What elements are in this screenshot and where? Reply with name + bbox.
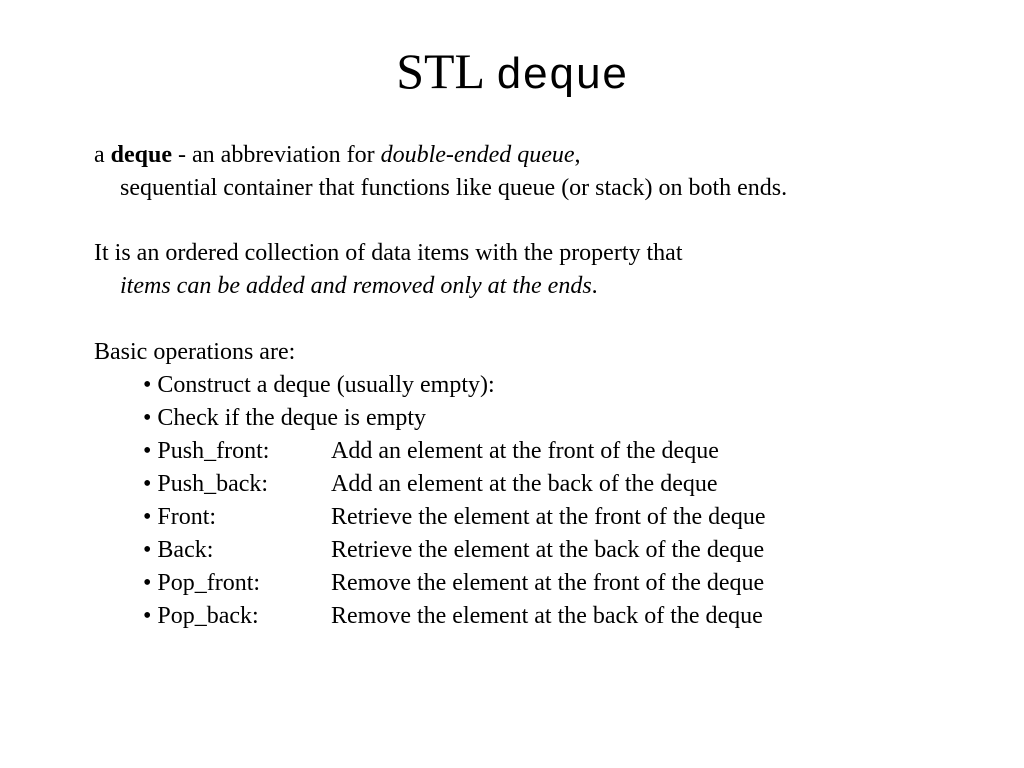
operation-desc: Add an element at the front of the deque bbox=[331, 438, 719, 464]
definition-line-1 bbox=[94, 139, 581, 172]
bullet-icon: • bbox=[143, 603, 152, 629]
operations-heading: Basic operations are: bbox=[94, 339, 296, 365]
operation-row bbox=[143, 501, 765, 534]
definition-middle: - an abbreviation for bbox=[172, 142, 381, 168]
slide-title bbox=[0, 36, 1024, 112]
operation-name: Pop_front: bbox=[157, 570, 261, 596]
list-item-text: Construct a deque (usually empty): bbox=[157, 372, 495, 398]
operation-row bbox=[143, 534, 764, 567]
definition-comma: , bbox=[574, 142, 581, 168]
operation-row bbox=[143, 468, 718, 501]
property-line-2 bbox=[120, 270, 598, 303]
property-emphasis: items can be added and removed only at the ends bbox=[120, 273, 592, 299]
operation-name: Pop_back: bbox=[157, 603, 259, 629]
list-item bbox=[143, 369, 495, 402]
operation-name: Push_front: bbox=[157, 438, 270, 464]
operation-name: Push_back: bbox=[157, 471, 269, 497]
definition-article: a bbox=[94, 142, 105, 168]
title-prefix: STL bbox=[396, 43, 484, 99]
title-code: deque bbox=[495, 52, 628, 102]
bullet-icon: • bbox=[143, 372, 152, 398]
bullet-icon: • bbox=[143, 471, 152, 497]
bullet-icon: • bbox=[143, 504, 152, 530]
bullet-icon: • bbox=[143, 438, 152, 464]
list-item bbox=[143, 402, 426, 435]
definition-line-2: sequential container that functions like queue (or stack) on both ends. bbox=[120, 175, 788, 201]
operation-row bbox=[143, 435, 719, 468]
operation-desc: Retrieve the element at the back of the deque bbox=[331, 537, 765, 563]
definition-expansion: double-ended queue bbox=[380, 142, 575, 168]
operation-desc: Remove the element at the back of the deque bbox=[331, 603, 763, 629]
operation-name: Front: bbox=[157, 504, 217, 530]
bullet-icon: • bbox=[143, 537, 152, 563]
bullet-icon: • bbox=[143, 405, 152, 431]
operation-row bbox=[143, 600, 763, 633]
property-period: . bbox=[591, 273, 598, 299]
operation-desc: Remove the element at the front of the deque bbox=[331, 570, 765, 596]
property-line-1: It is an ordered collection of data items with the property that bbox=[94, 240, 683, 266]
operation-desc: Add an element at the back of the deque bbox=[331, 471, 718, 497]
operation-desc: Retrieve the element at the front of the deque bbox=[331, 504, 766, 530]
definition-term: deque bbox=[110, 142, 173, 168]
operation-name: Back: bbox=[157, 537, 214, 563]
list-item-text: Check if the deque is empty bbox=[157, 405, 426, 431]
bullet-icon: • bbox=[143, 570, 152, 596]
operation-row bbox=[143, 567, 764, 600]
